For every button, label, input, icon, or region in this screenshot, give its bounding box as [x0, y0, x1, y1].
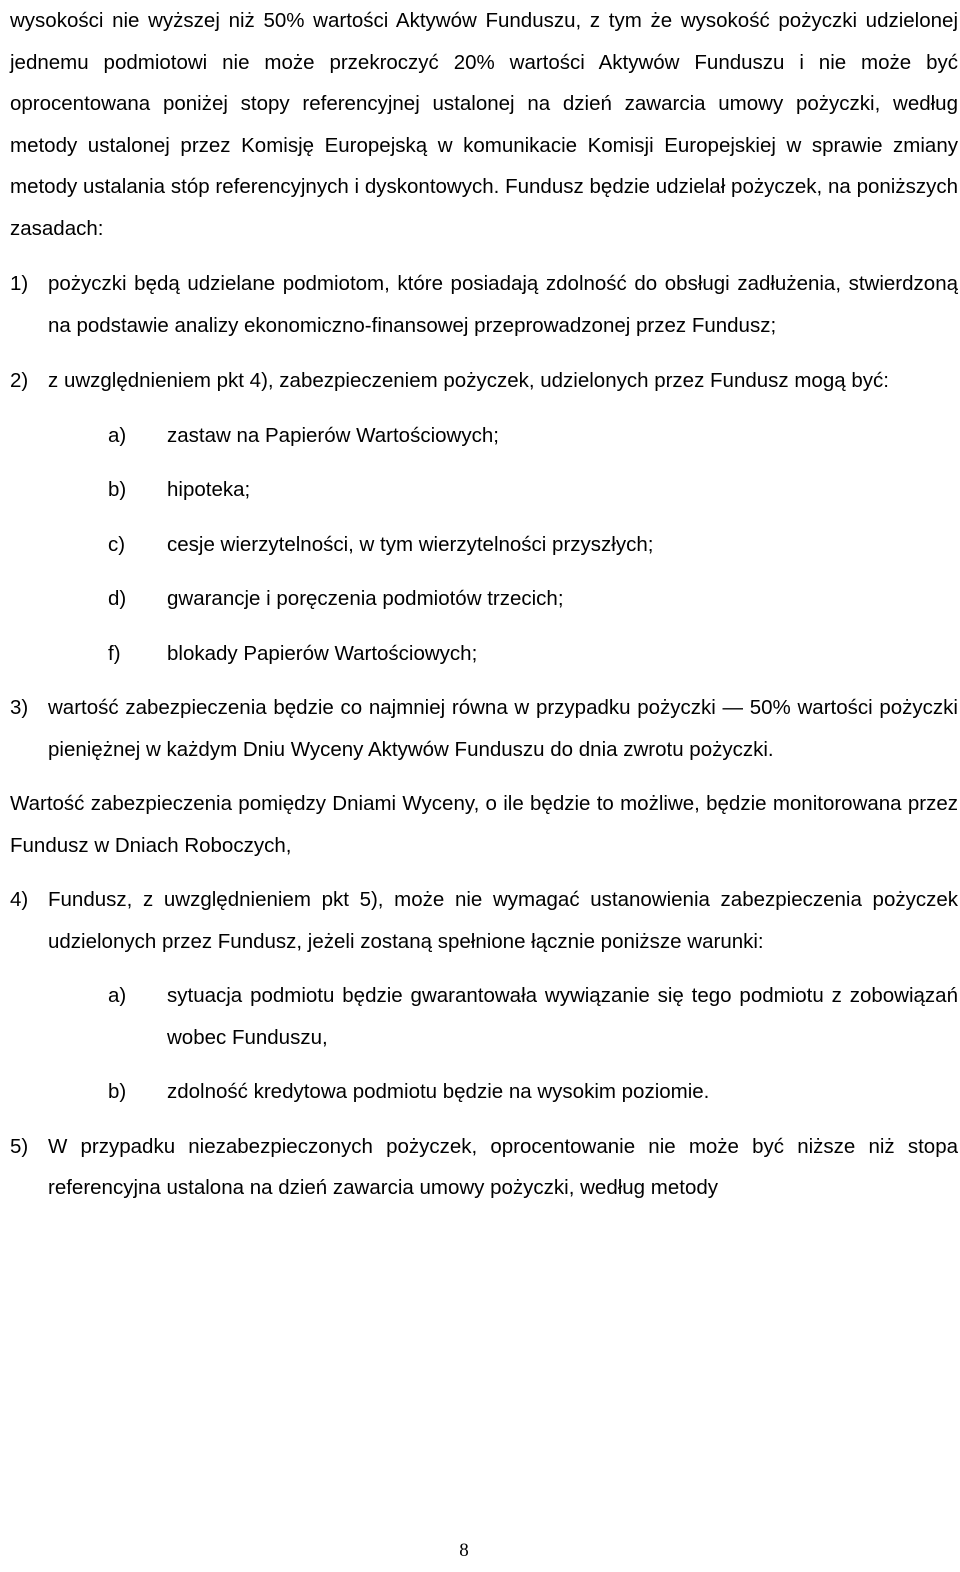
item-number: 1) — [10, 272, 29, 295]
list-item-3 — [10, 687, 958, 770]
collateral-item-d — [10, 578, 958, 620]
sub-letter: a) — [108, 984, 127, 1007]
sub-text: sytuacja podmiotu będzie gwarantowała wywiązanie się tego podmiotu z zobowiązań wobec Funduszu, — [167, 984, 958, 1049]
item-number: 2) — [10, 369, 29, 392]
intro-paragraph: wysokości nie wyższej niż 50% wartości Aktywów Funduszu, z tym że wysokość pożyczki udzielonej jednemu podmiotowi nie może przekroczyć 20% wartości Aktywów Funduszu i nie może być oprocentowana poniżej stopy referencyjnej ustalonej na dzień zawarcia umowy pożyczki, według metody ustalonej przez Komisję Europejską w komunikacie Komisji Europejskiej w sprawie zmiany metody ustalania stóp referencyjnych i dyskontowych. Fundusz będzie udzielał pożyczek, na poniższych zasadach: — [10, 9, 958, 240]
list-item-1 — [10, 263, 958, 346]
sub-letter: d) — [108, 587, 127, 610]
sub-letter: a) — [108, 423, 127, 447]
collateral-item-a — [10, 415, 958, 457]
item-text: Fundusz, z uwzględnieniem pkt 5), może nie wymagać ustanowienia zabezpieczenia pożyczek udzielonych przez Fundusz, jeżeli zostaną spełnione łącznie poniższe warunki: — [48, 888, 958, 953]
sub-text: gwarancje i poręczenia podmiotów trzecich; — [167, 587, 564, 610]
sub-letter: c) — [108, 532, 126, 556]
sub-text: zdolność kredytowa podmiotu będzie na wysokim poziomie. — [167, 1080, 710, 1103]
sub-letter: b) — [108, 1080, 127, 1103]
document-page — [10, 0, 958, 1209]
sub-text: zastaw na Papierów Wartościowych; — [167, 423, 499, 447]
sub-text: blokady Papierów Wartościowych; — [167, 641, 478, 665]
item-text: wartość zabezpieczenia będzie co najmniej równa w przypadku pożyczki — 50% wartości pożyczki pieniężnej w każdym Dniu Wyceny Aktywów Funduszu do dnia zwrotu pożyczki. — [48, 696, 958, 761]
sub-letter: f) — [108, 641, 121, 665]
monitoring-paragraph: Wartość zabezpieczenia pomiędzy Dniami Wyceny, o ile będzie to możliwe, będzie monitorowana przez Fundusz w Dniach Roboczych, — [10, 792, 958, 857]
condition-item-a — [10, 975, 958, 1058]
list-item-4 — [10, 879, 958, 962]
condition-item-b — [10, 1071, 958, 1113]
sub-text: cesje wierzytelności, w tym wierzytelności przyszłych; — [167, 532, 654, 556]
item-number: 5) — [10, 1134, 29, 1158]
list-item-2 — [10, 360, 958, 402]
item-text: W przypadku niezabezpieczonych pożyczek, oprocentowanie nie może być niższe niż stopa referencyjna ustalona na dzień zawarcia umowy pożyczki, według metody — [48, 1134, 958, 1199]
item-number: 3) — [10, 696, 29, 719]
collateral-item-b — [10, 469, 958, 511]
item-text: pożyczki będą udzielane podmiotom, które posiadają zdolność do obsługi zadłużenia, stwierdzoną na podstawie analizy ekonomiczno-finansowej przeprowadzonej przez Fundusz; — [48, 272, 958, 337]
list-item-5 — [10, 1126, 958, 1209]
sub-text: hipoteka; — [167, 478, 251, 501]
page-number: 8 — [459, 1540, 469, 1561]
collateral-item-f — [10, 633, 958, 675]
item-number: 4) — [10, 888, 29, 911]
collateral-item-c — [10, 524, 958, 566]
item-text: z uwzględnieniem pkt 4), zabezpieczeniem pożyczek, udzielonych przez Fundusz mogą być: — [48, 369, 889, 392]
sub-letter: b) — [108, 478, 127, 501]
